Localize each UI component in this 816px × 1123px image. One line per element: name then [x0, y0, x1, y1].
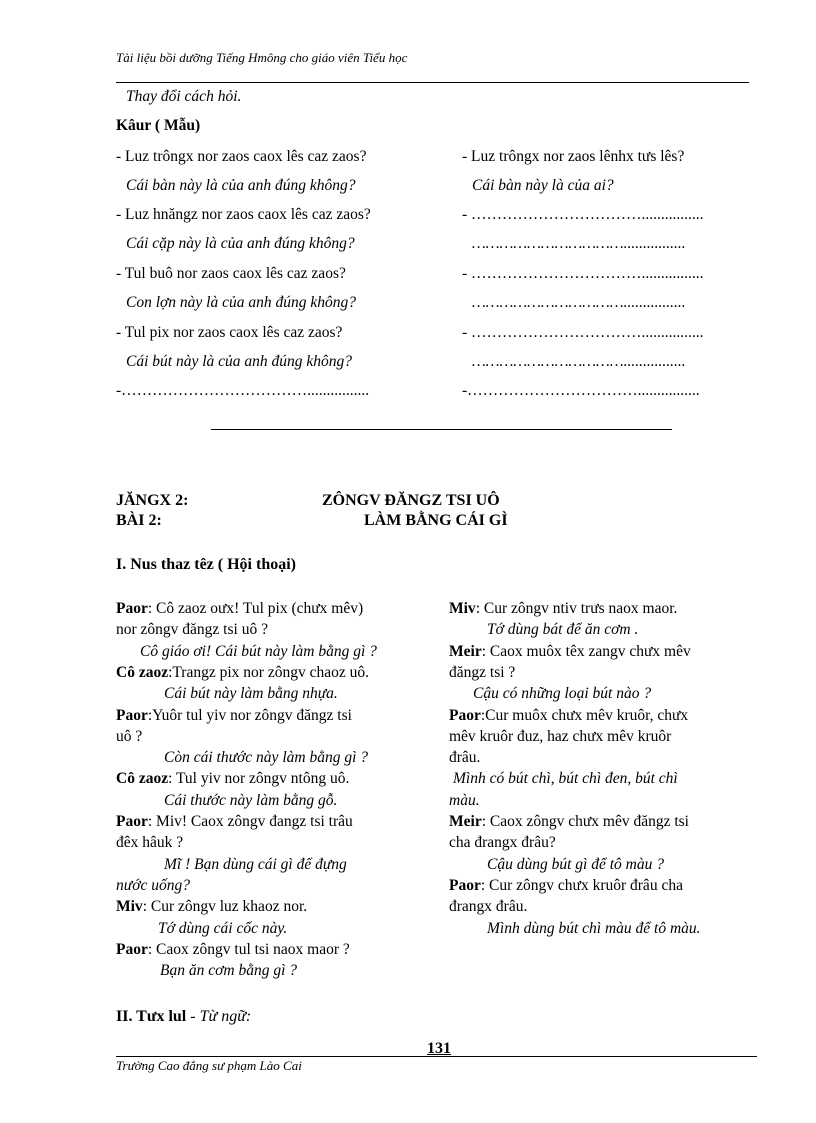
- section-2-title: [116, 1008, 251, 1026]
- page-number: 131: [427, 1040, 451, 1057]
- dialogue-line: [449, 875, 683, 896]
- dialogue-line: [116, 598, 363, 619]
- dialogue-line: [449, 598, 677, 619]
- sample-label: Kâur ( Mẫu): [116, 117, 201, 134]
- exercise-right-line: - ……………………………................: [462, 206, 704, 223]
- exercise-left-line: - Tul pix nor zaos caox lês caz zaos?: [116, 324, 343, 341]
- dialogue-line: [116, 619, 268, 640]
- dialogue-line: [116, 939, 350, 960]
- dialogue-text: : Tul yiv nor zôngv ntông uô.: [168, 770, 350, 788]
- dialogue-text: Cậu dùng bút gì để tô màu ?: [487, 855, 664, 873]
- dialogue-text: Mình dùng bút chì màu để tô màu.: [487, 919, 701, 937]
- dialogue-text: : Miv! Caox zôngv đangz tsi trâu: [147, 813, 353, 830]
- dialogue-line: [449, 705, 688, 726]
- exercise-left-line: - Tul buô nor zaos caox lês caz zaos?: [116, 265, 346, 282]
- dialogue-line: [473, 683, 651, 704]
- exercise-left-line: Cái bàn này là của anh đúng không?: [126, 177, 356, 194]
- speaker-name: Meir: [449, 642, 482, 660]
- dialogue-text: : Caox muôx têx zangv chưx mêv: [481, 642, 691, 660]
- exercise-right-line: - Luz trôngx nor zaos lênhx tưs lês?: [462, 148, 685, 165]
- exercise-right-line: - ……………………………................: [462, 324, 704, 341]
- dialogue-line: [449, 896, 527, 917]
- speaker-name: Cô zaoz: [116, 770, 169, 788]
- dialogue-text: : Cur zôngv ntiv trưs naox maor.: [475, 600, 678, 617]
- dialogue-line: [158, 918, 287, 939]
- speaker-name: Paor: [449, 876, 481, 894]
- dialogue-text: màu.: [449, 791, 480, 809]
- dialogue-text: :Yuôr tul yiv nor zôngv đăngz tsi: [147, 706, 352, 724]
- section-divider: [211, 429, 672, 430]
- speaker-name: Miv: [116, 898, 143, 916]
- dialogue-text: Cậu có những loại bút nào ?: [473, 685, 652, 703]
- dialogue-text: : Cô zaoz oưx! Tul pix (chưx mêv): [147, 600, 364, 617]
- exercise-left-line: - Luz trôngx nor zaos caox lês caz zaos?: [116, 148, 367, 165]
- dialogue-text: Tớ dùng cái cốc này.: [158, 919, 288, 937]
- exercise-left-line: -………………………………................: [116, 382, 370, 399]
- dialogue-line: [164, 790, 337, 811]
- dialogue-text: Mĩ ! Bạn dùng cái gì để đựng: [164, 855, 347, 873]
- dialogue-text: mêv kruôr đuz, haz chưx mêv kruôr: [449, 727, 672, 745]
- dialogue-text: Còn cái thước này làm bằng gì ?: [164, 749, 368, 767]
- dialogue-line: [164, 747, 368, 768]
- dialogue-line: [449, 811, 689, 832]
- dialogue-text: Cái bút này làm bằng nhựa.: [164, 685, 338, 703]
- dialogue-line: [116, 662, 369, 683]
- exercise-right-line: -……………………………................: [462, 382, 700, 399]
- dialogue-line: [116, 875, 190, 896]
- dialogue-line: [449, 662, 515, 683]
- dialogue-text: uô ?: [116, 727, 143, 745]
- dialogue-line: [487, 918, 701, 939]
- dialogue-line: [160, 960, 297, 981]
- speaker-name: Miv: [449, 600, 476, 617]
- dialogue-line: [140, 641, 377, 662]
- dialogue-text: : Cur zôngv chưx kruôr đrâu cha: [480, 876, 683, 894]
- exercise-left-line: Cái bút này là của anh đúng không?: [126, 353, 353, 370]
- lesson-label: BÀI 2:: [116, 512, 162, 529]
- speaker-name: Paor: [116, 813, 148, 830]
- dialogue-text: cha đrangx đrâu?: [449, 834, 556, 852]
- dialogue-line: [116, 896, 307, 917]
- dialogue-text: :Cur muôx chưx mêv kruôr, chưx: [480, 706, 689, 724]
- section-2-bold: II. Tưx lul: [116, 1008, 187, 1025]
- dialogue-line: [449, 747, 480, 768]
- section-2-rest: - Từ ngữ:: [186, 1008, 252, 1025]
- exercise-right-line: ……………………………................: [472, 235, 686, 252]
- speaker-name: Paor: [116, 600, 148, 617]
- unit-label: JĂNGX 2:: [116, 492, 189, 509]
- exercise-instruction: Thay đổi cách hỏi.: [126, 88, 242, 105]
- dialogue-text: đêx hâuk ?: [116, 834, 184, 852]
- page-footer: Trường Cao đẳng sư phạm Lào Cai: [116, 1058, 302, 1073]
- lesson-title: LÀM BẰNG CÁI GÌ: [364, 512, 508, 529]
- exercise-right-line: Cái bàn này là của ai?: [472, 177, 614, 194]
- header-rule: [116, 82, 749, 83]
- dialogue-line: [116, 811, 353, 832]
- dialogue-text: đrâu.: [449, 749, 481, 767]
- exercise-right-line: ……………………………................: [472, 294, 686, 311]
- dialogue-text: :Trangz pix nor zôngv chaoz uô.: [168, 663, 369, 681]
- dialogue-line: [116, 768, 349, 789]
- dialogue-text: nor zôngv đăngz tsi uô ?: [116, 621, 268, 639]
- dialogue-text: : Caox zôngv chưx mêv đăngz tsi: [481, 813, 689, 830]
- speaker-name: Meir: [449, 813, 482, 830]
- dialogue-text: Tớ dùng bát để ăn cơm .: [487, 621, 639, 639]
- dialogue-text: Bạn ăn cơm bằng gì ?: [160, 962, 297, 980]
- dialogue-line: [487, 854, 664, 875]
- dialogue-line: [449, 726, 671, 747]
- dialogue-text: Cái thước này làm bằng gỗ.: [164, 791, 338, 809]
- exercise-left-line: Con lợn này là của anh đúng không?: [126, 294, 356, 311]
- dialogue-line: [449, 832, 556, 853]
- speaker-name: Paor: [449, 706, 481, 724]
- dialogue-line: [116, 832, 183, 853]
- speaker-name: Cô zaoz: [116, 663, 169, 681]
- dialogue-text: : Cur zôngv luz khaoz nor.: [142, 898, 308, 916]
- exercise-left-line: Cái cặp này là của anh đúng không?: [126, 235, 355, 252]
- dialogue-line: [116, 726, 142, 747]
- dialogue-text: Mình có bút chì, bút chì đen, bút chì: [453, 770, 678, 788]
- exercise-right-line: - ……………………………................: [462, 265, 704, 282]
- unit-title: ZÔNGV ĐĂNGZ TSI UÔ: [322, 492, 500, 509]
- dialogue-line: [487, 619, 638, 640]
- dialogue-line: [449, 790, 480, 811]
- dialogue-text: đrangx đrâu.: [449, 898, 528, 916]
- dialogue-text: : Caox zôngv tul tsi naox maor ?: [147, 940, 350, 958]
- dialogue-text: đăngz tsi ?: [449, 663, 516, 681]
- page-header: Tài liệu bồi dưỡng Tiếng Hmông cho giáo viên Tiểu học: [116, 50, 408, 65]
- dialogue-line: [164, 683, 338, 704]
- dialogue-text: nước uống?: [116, 876, 190, 894]
- dialogue-text: Cô giáo ơi! Cái bút này làm bằng gì ?: [140, 642, 377, 660]
- section-1-title: I. Nus thaz têz ( Hội thoại): [116, 556, 296, 573]
- dialogue-line: [116, 705, 352, 726]
- dialogue-line: [164, 854, 347, 875]
- dialogue-line: [449, 641, 691, 662]
- exercise-right-line: ……………………………................: [472, 353, 686, 370]
- speaker-name: Paor: [116, 940, 148, 958]
- speaker-name: Paor: [116, 706, 148, 724]
- dialogue-line: [453, 768, 678, 789]
- exercise-left-line: - Luz hnăngz nor zaos caox lês caz zaos?: [116, 206, 371, 223]
